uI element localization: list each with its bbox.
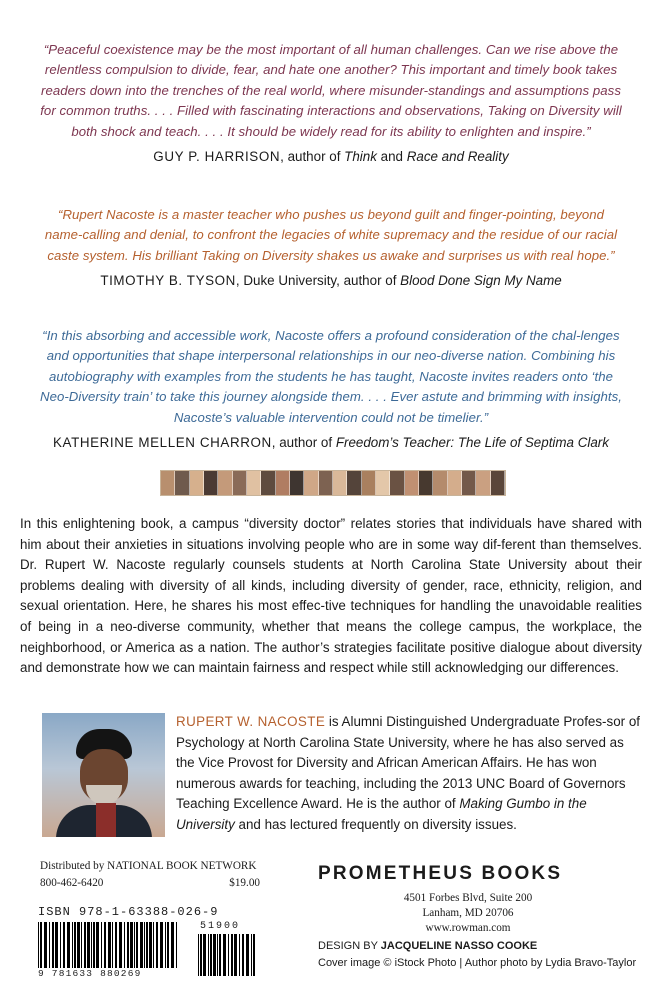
endorsement-charron xyxy=(40,326,622,452)
endorser-name: TIMOTHY B. TYSON xyxy=(100,273,236,289)
endorsement-quote: “Peaceful coexistence may be the most important of all human challenges. Can we rise above the relentless compulsion to divide, fear, and hate one another? This important and timely book takes readers down into the trenches of the real world, where misunder-standings and assumptions pass for common truths. . . . Filled with fascinating interactions and observations, Taking on Diversity will both shock and teach. . . . It should be widely read for its ability to enlighten and inspire.” xyxy=(40,42,622,139)
endorsement-attribution: GUY P. HARRISON, author of Think and Race and Reality xyxy=(153,149,509,165)
faces-photo-strip xyxy=(160,470,506,496)
author-bio: RUPERT W. NACOSTE is Alumni Distinguished Undergraduate Profes-sor of Psychology at North Carolina State University, where he has also served as the Vice Provost for Diversity and African American Affairs. He has won numerous awards for teaching, including the 2013 UNC Board of Governors Teaching Excellence Award. He is the author of Making Gumbo in the University and has lectured frequently on diversity issues. xyxy=(176,714,641,832)
endorsement-harrison xyxy=(40,40,622,166)
designer-name: JACQUELINE NASSO COOKE xyxy=(380,940,538,952)
endorser-work: Think xyxy=(344,149,377,165)
endorser-name: GUY P. HARRISON xyxy=(153,149,281,165)
endorsement-attribution: TIMOTHY B. TYSON, Duke University, author of Blood Done Sign My Name xyxy=(100,273,562,289)
distributor: Distributed by NATIONAL BOOK NETWORK xyxy=(40,860,257,872)
distributor-phone: 800-462-6420 xyxy=(40,877,104,889)
photo-credits: Cover image © iStock Photo | Author photo by Lydia Bravo-Taylor xyxy=(318,957,637,969)
endorsement-attribution: KATHERINE MELLEN CHARRON, author of Freedom’s Teacher: The Life of Septima Clark xyxy=(53,435,609,451)
endorser-work: Race and Reality xyxy=(406,149,509,165)
publisher-address: 4501 Forbes Blvd, Suite 200 Lanham, MD 20706 www.rowman.com xyxy=(318,891,618,937)
endorsement-quote: “In this absorbing and accessible work, Nacoste offers a profound consideration of the chal-lenges and opportunities that shape interpersonal relationships in our neo-diverse nation. Combining his autobiography with examples from the students he has taught, Nacoste invites readers onto ‘the Neo-Diversity train’ to take this journey alongside them. . . . Ever astute and brimming with insights, Nacoste’s valuable intervention could not be timelier.” xyxy=(40,328,622,425)
isbn-barcode xyxy=(38,922,180,968)
endorser-name: KATHERINE MELLEN CHARRON xyxy=(53,435,272,451)
distribution-info xyxy=(40,858,260,892)
endorser-work: Blood Done Sign My Name xyxy=(400,273,562,289)
endorsement-tyson xyxy=(40,205,622,290)
credits: DESIGN BY JACQUELINE NASSO COOKE Cover image © iStock Photo | Author photo by Lydia Bravo-Taylor xyxy=(318,938,636,972)
endorsement-quote: “Rupert Nacoste is a master teacher who pushes us beyond guilt and finger-pointing, beyond name-calling and denial, to confront the legacies of white supremacy and the residue of our racial caste system. His brilliant Taking on Diversity shakes us awake and surprises us with real hope.” xyxy=(44,207,618,263)
publisher-name: PROMETHEUS BOOKS xyxy=(318,863,563,884)
publisher-website: www.rowman.com xyxy=(425,922,511,935)
author-photo xyxy=(42,713,165,837)
price-addon-digits: 51900 xyxy=(200,921,241,932)
isbn-label: ISBN 978-1-63388-026-9 xyxy=(38,905,219,919)
author-name: RUPERT W. NACOSTE xyxy=(176,714,326,729)
barcode-digits: 9 781633 880269 xyxy=(38,968,142,979)
endorser-work: Freedom’s Teacher: The Life of Septima Clark xyxy=(335,435,609,451)
book-description: In this enlightening book, a campus “diversity doctor” relates stories that individuals have shared with him about their anxieties in situations involving people who are in some way dif-ferent than themselves. Dr. Rupert W. Nacoste regularly counsels students at North Carolina State University about their problems dealing with diversity of all kinds, including diversity of gender, race, ethnicity, religion, and sexual orientation. Here, he shares his most effec-tive techniques for handling the unavoidable realities of being in a neo-diverse community, whether that means the college campus, the workplace, the neighborhood, or America as a nation. The author’s strategies facilitate positive dialogue about diversity and demonstrate how we can maintain fairness and respect while still acknowledging our differences. xyxy=(20,516,642,676)
author-other-book: Making Gumbo in the University xyxy=(176,796,587,832)
price: $19.00 xyxy=(229,877,260,889)
price-addon-barcode xyxy=(198,934,258,976)
